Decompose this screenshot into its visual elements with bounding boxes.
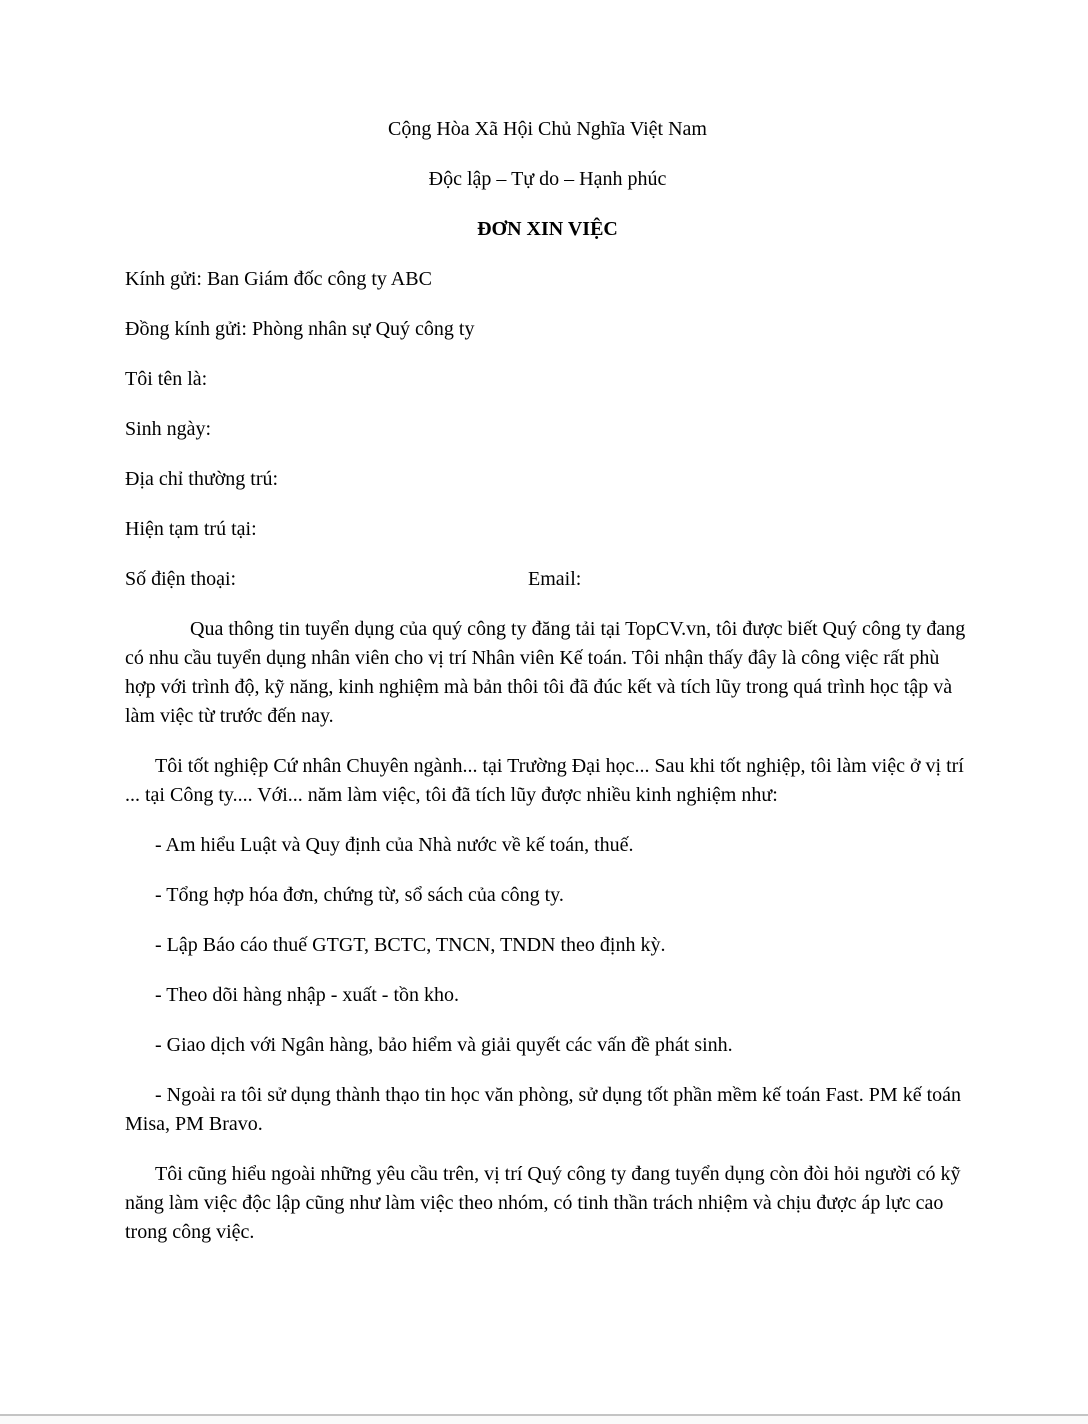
field-temporary-address-label: Hiện tạm trú tại: <box>125 518 257 540</box>
document-content <box>125 0 970 1268</box>
document-title: ĐƠN XIN VIỆC <box>477 218 618 240</box>
experience-item: - Ngoài ra tôi sử dụng thành thạo tin học văn phòng, sử dụng tốt phần mềm kế toán Fast. PM kế toán Misa, PM Bravo. <box>125 1084 962 1135</box>
closing-paragraph: Tôi cũng hiểu ngoài những yêu cầu trên, vị trí Quý công ty đang tuyển dụng còn đòi hỏi người có kỹ năng làm việc độc lập cũng như làm việc theo nhóm, có tinh thần trách nhiệm và chịu được áp lực cao trong công việc. <box>125 1163 961 1243</box>
field-email-label: Email: <box>528 568 582 590</box>
field-name-label: Tôi tên là: <box>125 368 208 390</box>
experience-item: - Lập Báo cáo thuế GTGT, BCTC, TNCN, TNDN theo định kỳ. <box>155 934 666 956</box>
page-bottom-edge <box>0 1414 1088 1424</box>
field-phone-email-row <box>125 565 970 594</box>
field-permanent-address-label: Địa chỉ thường trú: <box>125 468 279 490</box>
national-motto: Độc lập – Tự do – Hạnh phúc <box>428 168 667 190</box>
experience-item: - Am hiểu Luật và Quy định của Nhà nước về kế toán, thuế. <box>155 834 634 856</box>
field-birthdate-label: Sinh ngày: <box>125 418 212 440</box>
education-paragraph: Tôi tốt nghiệp Cứ nhân Chuyên ngành... tại Trường Đại học... Sau khi tốt nghiệp, tôi làm việc ở vị trí ... tại Công ty.... Với... năm làm việc, tôi đã tích lũy được nhiều kinh nghiệm như: <box>125 755 964 806</box>
experience-item: - Giao dịch với Ngân hàng, bảo hiểm và giải quyết các vấn đề phát sinh. <box>155 1034 733 1056</box>
intro-paragraph: Qua thông tin tuyển dụng của quý công ty đăng tải tại TopCV.vn, tôi được biết Quý công ty đang có nhu cầu tuyển dụng nhân viên cho vị trí Nhân viên Kế toán. Tôi nhận thấy đây là công việc rất phù hợp với trình độ, kỹ năng, kinh nghiệm mà bản thôi tôi đã đúc kết và tích lũy trong quá trình học tập và làm việc từ trước đến nay. <box>125 618 966 727</box>
field-phone-label: Số điện thoại: <box>125 568 237 590</box>
recipient-secondary: Đồng kính gửi: Phòng nhân sự Quý công ty <box>125 318 475 340</box>
experience-item: - Tổng hợp hóa đơn, chứng từ, sổ sách của công ty. <box>155 884 564 906</box>
national-header: Cộng Hòa Xã Hội Chủ Nghĩa Việt Nam <box>388 118 707 140</box>
experience-item: - Theo dõi hàng nhập - xuất - tồn kho. <box>155 984 460 1006</box>
recipient-primary: Kính gửi: Ban Giám đốc công ty ABC <box>125 268 432 290</box>
